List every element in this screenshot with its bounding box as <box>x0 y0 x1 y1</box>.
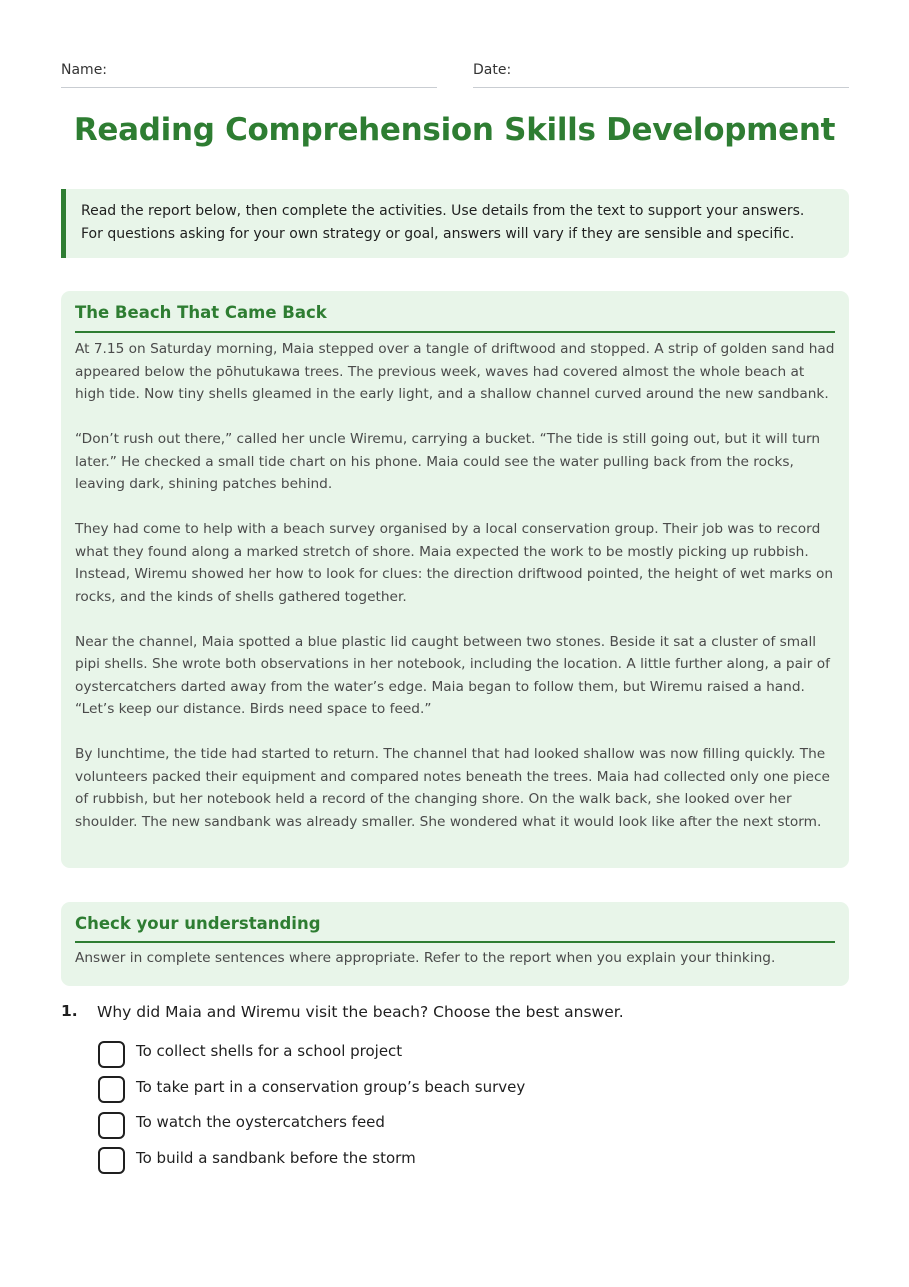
name-date-row <box>61 60 849 88</box>
passage-paragraph: “Don’t rush out there,” called her uncle Wiremu, carrying a bucket. “The tide is still going out, but it will turn later.” He checked a small tide chart on his phone. Maia could see the water pulling back from the rocks, leaving dark, shining patches behind. <box>75 431 821 492</box>
page-title: Reading Comprehension Skills Development <box>73 112 836 148</box>
passage-heading: The Beach That Came Back <box>75 303 835 333</box>
passage-paragraph: They had come to help with a beach survey organised by a local conservation group. Their job was to record what they found along a marked stretch of shore. Maia expected the work to be mostly picking up rubbish. Instead, Wiremu showed her how to look for clues: the direction driftwood pointed, the height of wet marks on rocks, and the kinds of shells gathered together. <box>75 521 834 605</box>
answer-option[interactable] <box>98 1040 525 1068</box>
checkbox[interactable] <box>98 1076 125 1103</box>
reading-passage <box>61 291 849 868</box>
answer-option[interactable] <box>98 1111 525 1139</box>
passage-paragraph: At 7.15 on Saturday morning, Maia stepped over a tangle of driftwood and stopped. A strip of golden sand had appeared below the pōhutukawa trees. The previous week, waves had covered almost the whole beach at high tide. Now tiny shells gleamed in the early light, and a shallow channel curved around the new sandbank. <box>75 341 835 402</box>
instructions-line-1: Read the report below, then complete the activities. Use details from the text to support your answers. <box>81 203 805 219</box>
passage-body <box>75 338 835 833</box>
name-label: Name: <box>61 62 108 78</box>
check-subtitle: Answer in complete sentences where appropriate. Refer to the report when you explain your thinking. <box>75 950 776 966</box>
passage-paragraph: By lunchtime, the tide had started to return. The channel that had looked shallow was now filling quickly. The volunteers packed their equipment and compared notes beneath the trees. Maia had collected only one piece of rubbish, but her notebook held a record of the changing shore. On the walk back, she looked over her shoulder. The new sandbank was already smaller. She wondered what it would look like after the next storm. <box>75 746 830 830</box>
check-understanding-box <box>61 902 849 986</box>
passage-paragraph: Near the channel, Maia spotted a blue plastic lid caught between two stones. Beside it sat a cluster of small pipi shells. She wrote both observations in her notebook, including the location. A little further along, a pair of oystercatchers darted away from the water’s edge. Maia began to follow them, but Wiremu raised a hand. “Let’s keep our distance. Birds need space to feed.” <box>75 633 830 717</box>
date-label: Date: <box>473 62 512 78</box>
option-label: To collect shells for a school project <box>136 1042 403 1060</box>
question-number: 1. <box>61 1002 78 1020</box>
name-field[interactable] <box>61 60 437 88</box>
checkbox[interactable] <box>98 1112 125 1139</box>
answer-option[interactable] <box>98 1076 525 1104</box>
checkbox[interactable] <box>98 1147 125 1174</box>
instructions-line-2: For questions asking for your own strategy or goal, answers will vary if they are sensible and specific. <box>81 226 795 242</box>
checkbox[interactable] <box>98 1041 125 1068</box>
check-heading: Check your understanding <box>75 914 835 943</box>
instructions-box <box>61 189 849 258</box>
option-label: To build a sandbank before the storm <box>136 1148 416 1167</box>
answer-option[interactable] <box>98 1147 525 1175</box>
date-field[interactable] <box>473 60 849 88</box>
option-label: To watch the oystercatchers feed <box>136 1113 385 1131</box>
answer-options <box>98 1040 525 1182</box>
question-text: Why did Maia and Wiremu visit the beach? Choose the best answer. <box>97 1003 624 1021</box>
option-label: To take part in a conservation group’s beach survey <box>136 1077 526 1096</box>
